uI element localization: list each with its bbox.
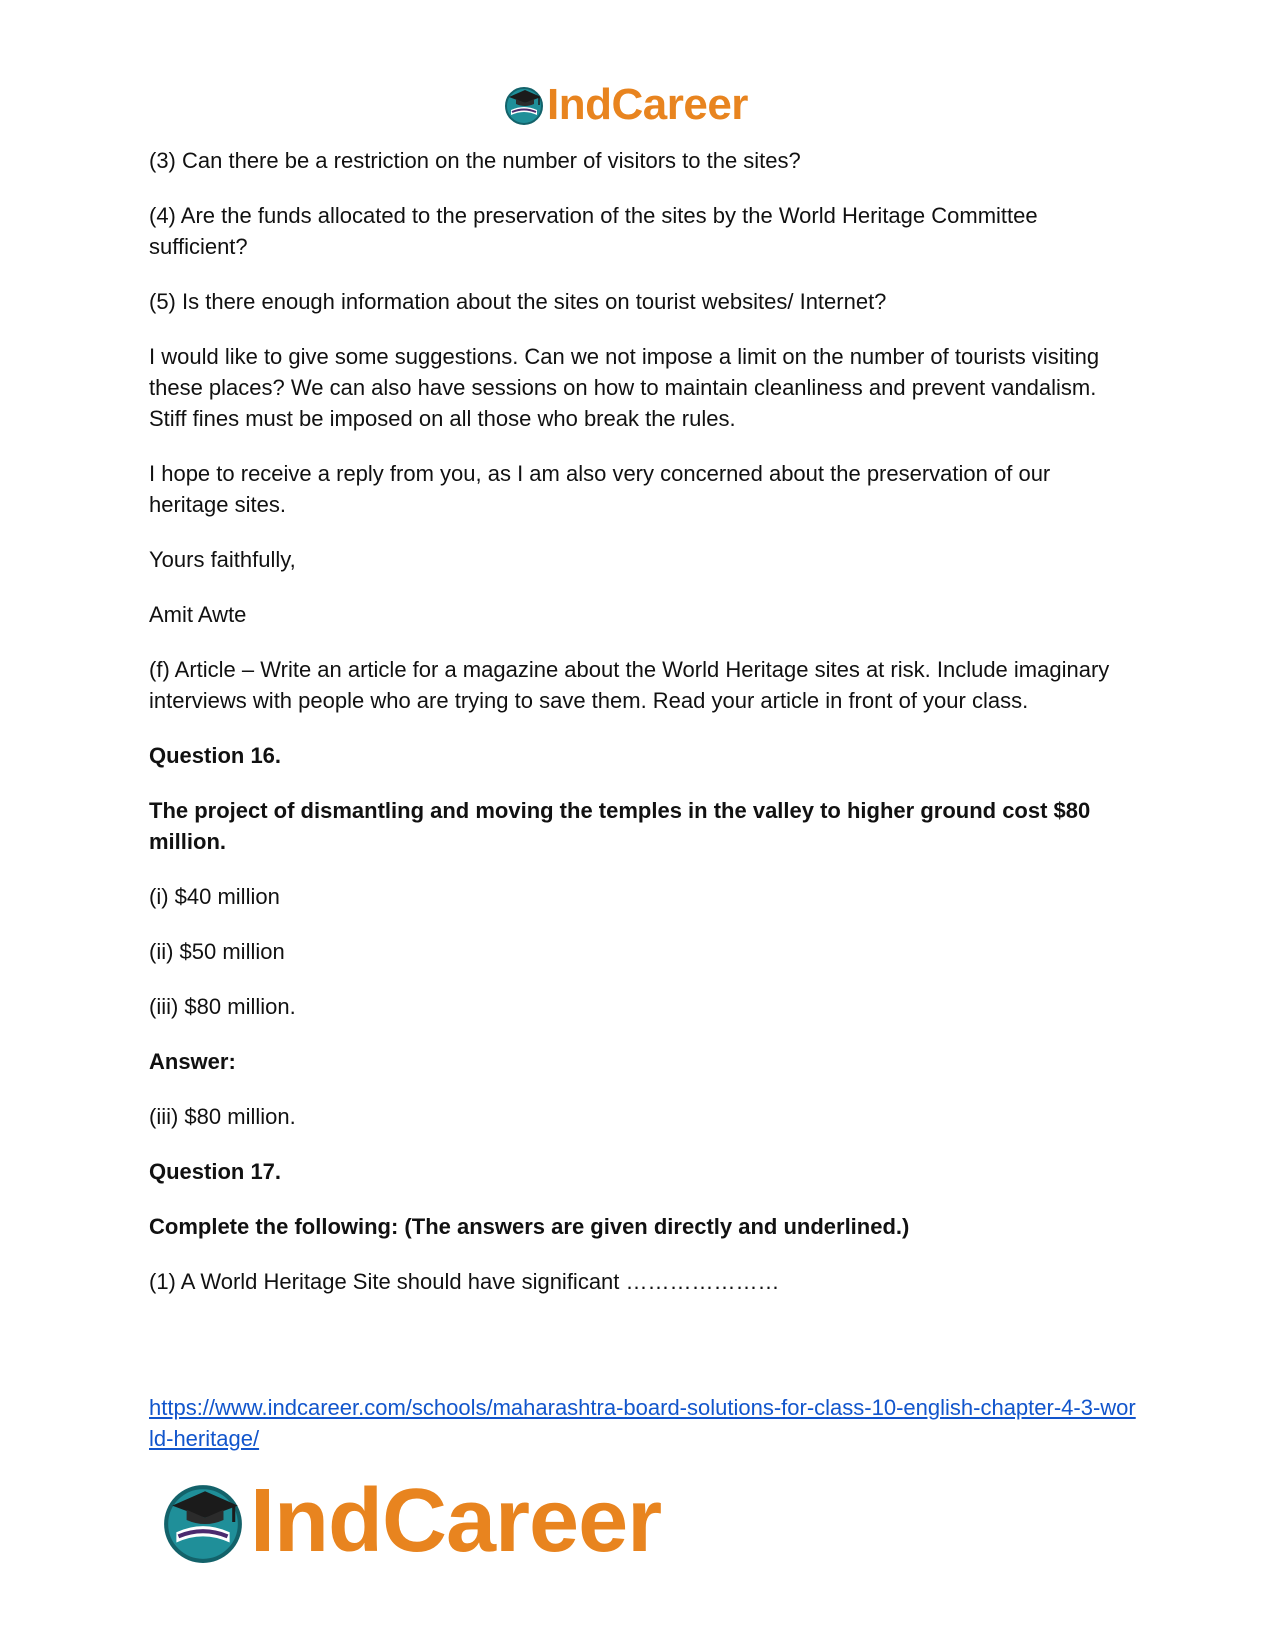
footer-logo: [160, 1470, 661, 1573]
option: (i) $40 million: [149, 884, 280, 909]
question-text: Complete the following: (The answers are given directly and underlined.): [149, 1214, 910, 1239]
option: (iii) $80 million.: [149, 994, 296, 1019]
question-heading: Question 16.: [149, 743, 282, 768]
question-heading: Question 17.: [149, 1159, 282, 1184]
paragraph: (3) Can there be a restriction on the number of visitors to the sites?: [149, 148, 801, 173]
header-logo: [503, 80, 748, 130]
paragraph: (f) Article – Write an article for a magazine about the World Heritage sites at risk. Include imaginary interviews with people who are trying to save them. Read your article in front of your class.: [149, 657, 1110, 713]
paragraph: (4) Are the funds allocated to the preservation of the sites by the World Heritage Committee sufficient?: [149, 203, 1038, 259]
paragraph: I hope to receive a reply from you, as I am also very concerned about the preservation of our heritage sites.: [149, 461, 1051, 517]
paragraph: (1) A World Heritage Site should have significant …………………: [149, 1269, 780, 1294]
logo-text: IndCareer: [547, 80, 748, 129]
answer-text: (iii) $80 million.: [149, 1104, 296, 1129]
closing: Yours faithfully,: [149, 547, 296, 572]
source-link[interactable]: https://www.indcareer.com/schools/maharashtra-board-solutions-for-class-10-english-chapter-4-3-world-heritage/: [149, 1395, 1136, 1451]
graduation-globe-icon: [160, 1479, 246, 1565]
graduation-globe-icon: [503, 84, 545, 126]
paragraph: I would like to give some suggestions. Can we not impose a limit on the number of tourists visiting these places? We can also have sessions on how to maintain cleanliness and prevent vandalism. Stiff fines must be imposed on all those who break the rules.: [149, 344, 1100, 431]
document-body: [149, 145, 1124, 1321]
paragraph: (5) Is there enough information about the sites on tourist websites/ Internet?: [149, 289, 887, 314]
question-text: The project of dismantling and moving the temples in the valley to higher ground cost $80 million.: [149, 798, 1091, 854]
answer-heading: Answer:: [149, 1049, 236, 1074]
option: (ii) $50 million: [149, 939, 285, 964]
logo-text: IndCareer: [250, 1471, 662, 1571]
source-link-block: [149, 1392, 1139, 1454]
signature-name: Amit Awte: [149, 602, 247, 627]
